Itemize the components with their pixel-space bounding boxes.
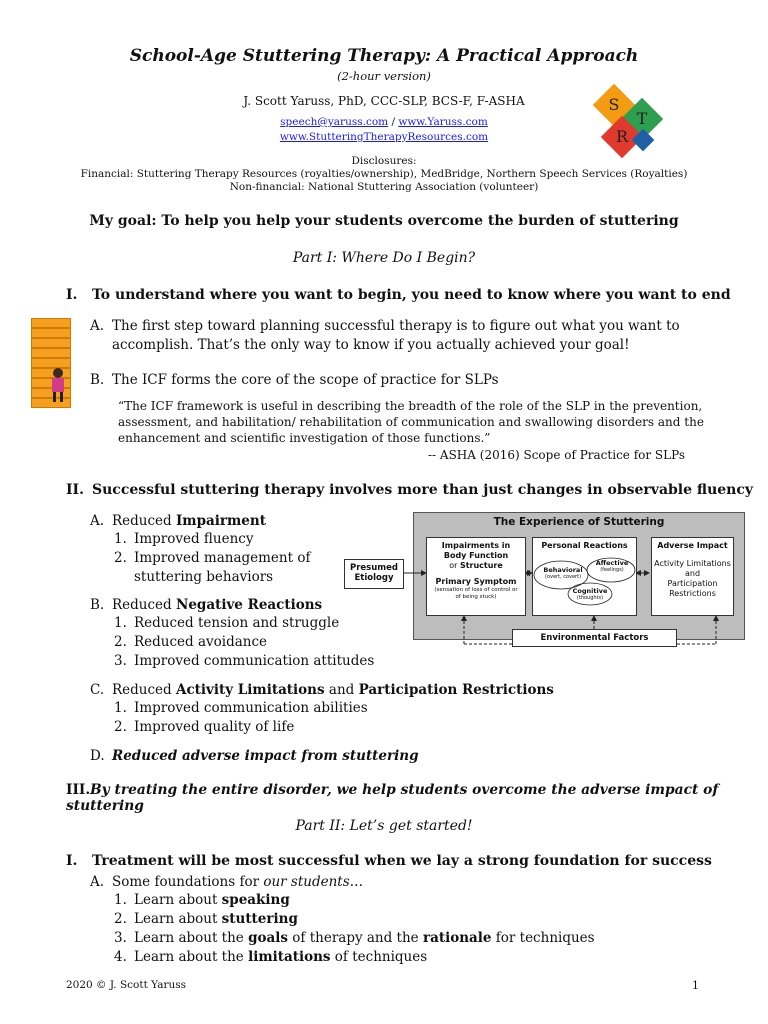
document-subtitle: (2-hour version) [337, 69, 431, 83]
part1-item-b: B. The ICF forms the core of the scope of practice for SLPs [90, 372, 499, 388]
section2-c-list: 1. Improved communication abilities 2. Improved quality of life [114, 700, 368, 735]
email-link[interactable]: speech@yaruss.com [280, 116, 389, 128]
foundation-item: 2. Learn about stuttering [114, 911, 298, 927]
foundation-item: 4. Learn about the limitations of techniques [114, 949, 428, 965]
quote-source: -- ASHA (2016) Scope of Practice for SLPs [428, 448, 686, 462]
impairments-box: Impairments in Body Function or Structure Primary Symptom (sensation of loss of control or of being stuck) [426, 537, 526, 616]
presumed-etiology-box: Presumed Etiology [344, 559, 404, 589]
part1-section2-heading: II. Successful stuttering therapy involves more than just changes in observable fluency [66, 482, 754, 498]
part1-title: Part I: Where Do I Begin? [292, 250, 476, 266]
disclosure-nonfinancial: Non-financial: National Stuttering Association (volunteer) [229, 181, 539, 193]
disclosure-financial: Financial: Stuttering Therapy Resources (royalties/ownership), MedBridge, Northern Speech Services (Royalties) [80, 168, 688, 180]
part2-title: Part II: Let’s get started! [295, 818, 473, 834]
goal-statement: My goal: To help you help your students overcome the burden of stuttering [89, 213, 679, 229]
stairs-illustration [31, 318, 75, 408]
website-link[interactable]: www.Yaruss.com [398, 116, 488, 128]
asha-quote: “The ICF framework is useful in describing the breadth of the role of the SLP in the prevention, assessment, and habilitation/ rehabilitation of communication and swallowing disorders and the enhancement and scientific investigation of those functions.” [118, 399, 704, 445]
person-head-icon [53, 368, 63, 378]
resources-link[interactable]: www.StutteringTherapyResources.com [279, 131, 489, 143]
link-separator: / [388, 116, 399, 128]
part1-item-a: A. The first step toward planning successful therapy is to figure out what you want to accomplish. That’s the only way to know if you actually achieved your goal! [90, 318, 680, 353]
author-line: J. Scott Yaruss, PhD, CCC-SLP, BCS-F, F-ASHA [243, 94, 525, 108]
affective-label: Affective (feelings) [595, 559, 629, 573]
part2-foundations-list [114, 891, 595, 967]
foundation-item: 1. Learn about speaking [114, 892, 290, 908]
adverse-impact-box: Adverse Impact Activity Limitations and Participation Restrictions [651, 537, 734, 616]
footer-copyright: 2020 © J. Scott Yaruss [66, 979, 187, 991]
part2-section1-heading: I. Treatment will be most successful when we lay a strong foundation for success [66, 853, 712, 869]
logo-square-s: S [593, 84, 635, 126]
srt-logo [593, 84, 673, 160]
section2-item-a: A. Reduced Impairment [90, 513, 266, 529]
person-body-icon [52, 378, 64, 392]
document-title: School-Age Stuttering Therapy: A Practical Approach [129, 46, 639, 66]
logo-square-r: R [601, 116, 643, 158]
part2-item-a: A. Some foundations for our students… [90, 874, 364, 890]
disclosures-heading: Disclosures: [351, 155, 417, 167]
section2-b-list: 1. Reduced tension and struggle 2. Reduced avoidance 3. Improved communication attitudes [114, 615, 375, 669]
diagram-title: The Experience of Stuttering [493, 516, 665, 528]
part1-section3-heading: III.By treating the entire disorder, we help students overcome the adverse impact of stuttering [66, 782, 719, 814]
cognitive-label: Cognitive (thoughts) [572, 587, 608, 601]
section2-item-b: B. Reduced Negative Reactions [90, 597, 323, 613]
section2-a-list: 1. Improved fluency 2. Improved management of stuttering behaviors [114, 531, 311, 585]
foundation-item: 3. Learn about the goals of therapy and the rationale for techniques [114, 930, 595, 946]
behavioral-label: Behavioral (overt, covert) [543, 566, 583, 580]
personal-reactions-box: Personal Reactions Behavioral (overt, covert) Affective (feelings) Cognitive (thoughts) [532, 537, 637, 616]
part1-section1-heading: I. To understand where you want to begin, you need to know where you want to end [66, 287, 731, 303]
page-number: 1 [692, 979, 699, 992]
experience-of-stuttering-diagram [349, 512, 745, 643]
logo-square-t: T [621, 98, 663, 140]
section2-item-c: C. Reduced Activity Limitations and Participation Restrictions [90, 682, 554, 698]
environmental-factors-box: Environmental Factors [512, 629, 677, 647]
section2-item-d: D. Reduced adverse impact from stuttering [90, 748, 419, 764]
